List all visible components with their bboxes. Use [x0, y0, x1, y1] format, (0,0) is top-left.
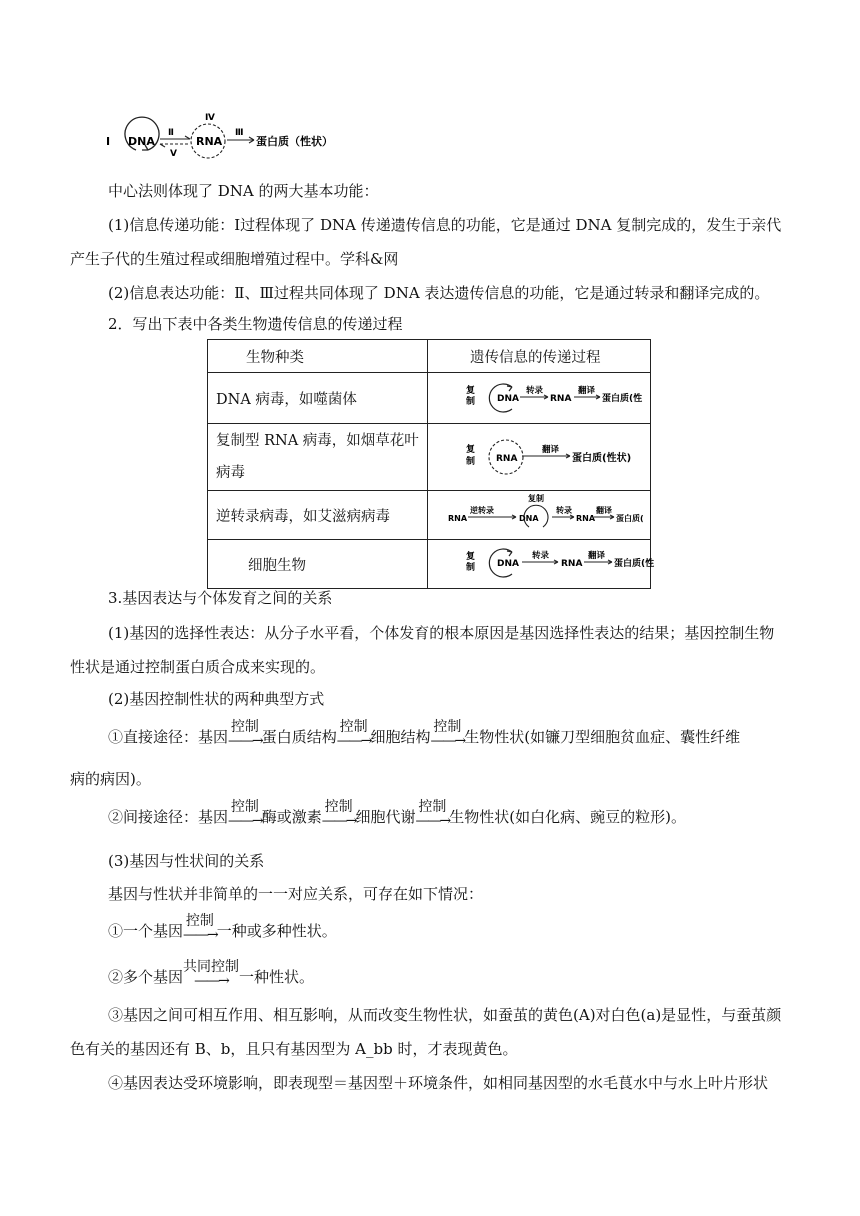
table-header-row	[208, 340, 651, 373]
table-row	[208, 540, 651, 589]
para-info-expression: (2)信息表达功能：Ⅱ、Ⅲ过程共同体现了 DNA 表达遗传信息的功能，它是通过转录和翻译完成的。	[108, 284, 770, 302]
svg-text:复: 复	[466, 445, 476, 455]
item-gene-interaction: ③基因之间可相互作用、相互影响，从而改变生物性状，如蚕茧的黄色(A)对白色(a)是显性，与蚕茧颜	[108, 1006, 782, 1024]
para-selective-expression-cont: 性状是通过控制蛋白质合成来实现的。	[70, 658, 326, 676]
control-arrow: 控制 ——→	[228, 719, 262, 749]
svg-text:RNA: RNA	[576, 514, 596, 523]
control-arrow: 控制 ——→	[415, 799, 450, 829]
svg-text:DNA: DNA	[519, 514, 539, 523]
roman-5-label: Ⅴ	[170, 149, 177, 159]
transfer-table	[207, 339, 655, 589]
item-one-gene: ①一个基因 控制 ——→ 一种或多种性状。	[108, 913, 337, 943]
table-row	[208, 373, 651, 424]
para-central-dogma: 中心法则体现了 DNA 的两大基本功能：	[108, 182, 379, 200]
para-info-transfer-cont: 产生子代的生殖过程或细胞增殖过程中。学科&网	[70, 250, 399, 268]
svg-text:RNA: RNA	[496, 454, 518, 464]
control-arrow: 控制 ——→	[430, 719, 465, 749]
svg-text:翻译: 翻译	[588, 551, 606, 561]
svg-text:复制: 复制	[528, 494, 544, 503]
roman-4-label: Ⅳ	[205, 113, 215, 123]
cell-organism-diagram	[428, 540, 655, 584]
svg-text:翻译: 翻译	[578, 386, 596, 396]
table-cell-process	[428, 491, 651, 540]
control-arrow: 控制 ——→	[228, 799, 262, 829]
central-dogma-diagram	[104, 108, 364, 160]
control-arrow: 控制 ——→	[183, 913, 217, 943]
svg-text:DNA: DNA	[497, 394, 519, 404]
item-multi-gene: ②多个基因 共同控制 ——→ 一种性状。	[108, 959, 315, 989]
svg-text:转录: 转录	[556, 506, 572, 515]
table-cell-process	[428, 424, 651, 491]
table-cell-kind: 复制型 RNA 病毒，如烟草花叶 病毒	[208, 424, 428, 491]
svg-text:RNA: RNA	[448, 514, 468, 523]
svg-text:复: 复	[466, 386, 476, 396]
table-cell-process	[428, 540, 655, 589]
svg-text:翻译: 翻译	[596, 506, 612, 515]
rna-virus-diagram	[428, 424, 650, 486]
retrovirus-diagram	[428, 491, 650, 535]
direct-pathway-cont: 病的病因)。	[70, 770, 151, 788]
svg-text:制: 制	[466, 563, 476, 573]
svg-text:蛋白质(性: 蛋白质(性	[602, 394, 643, 404]
svg-text:RNA: RNA	[561, 559, 583, 569]
rna-label: RNA	[196, 135, 223, 148]
direct-pathway: ①直接途径：基因 控制 ——→ 蛋白质结构 控制 ——→ 细胞结构 控制 ——→ 生物性状(如镰刀型细胞贫血症、囊性纤维	[108, 719, 741, 749]
indirect-pathway: ②间接途径：基因 控制 ——→ 酶或激素 控制 ——→ 细胞代谢 控制 ——→ 生物性状(如白化病、豌豆的粒形)。	[108, 799, 686, 829]
table-row	[208, 424, 651, 491]
para-gene-expression: 3.基因表达与个体发育之间的关系	[108, 589, 333, 607]
protein-label: 蛋白质（性状）	[256, 135, 333, 148]
svg-text:转录: 转录	[526, 386, 544, 396]
dna-virus-diagram	[428, 373, 650, 419]
table-cell-process	[428, 373, 651, 424]
svg-text:蛋白质(性: 蛋白质(性	[614, 559, 655, 569]
table-row	[208, 491, 651, 540]
para-info-transfer: (1)信息传递功能：Ⅰ过程体现了 DNA 传递遗传信息的功能，它是通过 DNA 复制完成的，发生于亲代	[108, 216, 782, 234]
svg-text:蛋白质(: 蛋白质(	[616, 514, 644, 523]
table-header-process: 遗传信息的传递过程	[428, 340, 651, 373]
control-arrow: 控制 ——→	[321, 799, 356, 829]
svg-text:蛋白质(性状): 蛋白质(性状)	[572, 453, 632, 464]
roman-2-label: Ⅱ	[168, 128, 174, 138]
para-selective-expression: (1)基因的选择性表达：从分子水平看，个体发育的根本原因是基因选择性表达的结果；基因控制生物	[108, 624, 775, 642]
table-cell-kind: 细胞生物	[208, 540, 428, 589]
para-gene-trait: (3)基因与性状间的关系	[108, 852, 265, 870]
table-header-kind: 生物种类	[208, 340, 428, 373]
para-not-one-to-one: 基因与性状并非简单的一一对应关系，可存在如下情况：	[108, 885, 484, 903]
svg-text:复: 复	[466, 552, 476, 562]
svg-text:制: 制	[466, 457, 476, 467]
roman-3-label: Ⅲ	[235, 128, 244, 138]
svg-text:制: 制	[466, 397, 476, 407]
svg-text:翻译: 翻译	[542, 445, 560, 455]
control-arrow: 控制 ——→	[336, 719, 371, 749]
item-environment: ④基因表达受环境影响，即表现型＝基因型＋环境条件，如相同基因型的水毛茛水中与水上叶片形状	[108, 1074, 769, 1092]
table-cell-kind: DNA 病毒，如噬菌体	[208, 373, 428, 424]
control-arrow: 共同控制 ——→	[183, 959, 240, 989]
para-table-intro: 2．写出下表中各类生物遗传信息的传递过程	[108, 315, 403, 333]
para-two-ways: (2)基因控制性状的两种典型方式	[108, 690, 325, 708]
item-gene-interaction-cont: 色有关的基因还有 B、b，且只有基因型为 A_bb 时，才表现黄色。	[70, 1040, 518, 1058]
svg-text:转录: 转录	[532, 551, 550, 561]
dna-label: DNA	[128, 135, 155, 148]
roman-1-label: Ⅰ	[106, 135, 111, 148]
svg-text:逆转录: 逆转录	[470, 506, 494, 515]
svg-text:DNA: DNA	[497, 559, 519, 569]
svg-text:RNA: RNA	[550, 394, 572, 404]
table-cell-kind: 逆转录病毒，如艾滋病病毒	[208, 491, 428, 540]
